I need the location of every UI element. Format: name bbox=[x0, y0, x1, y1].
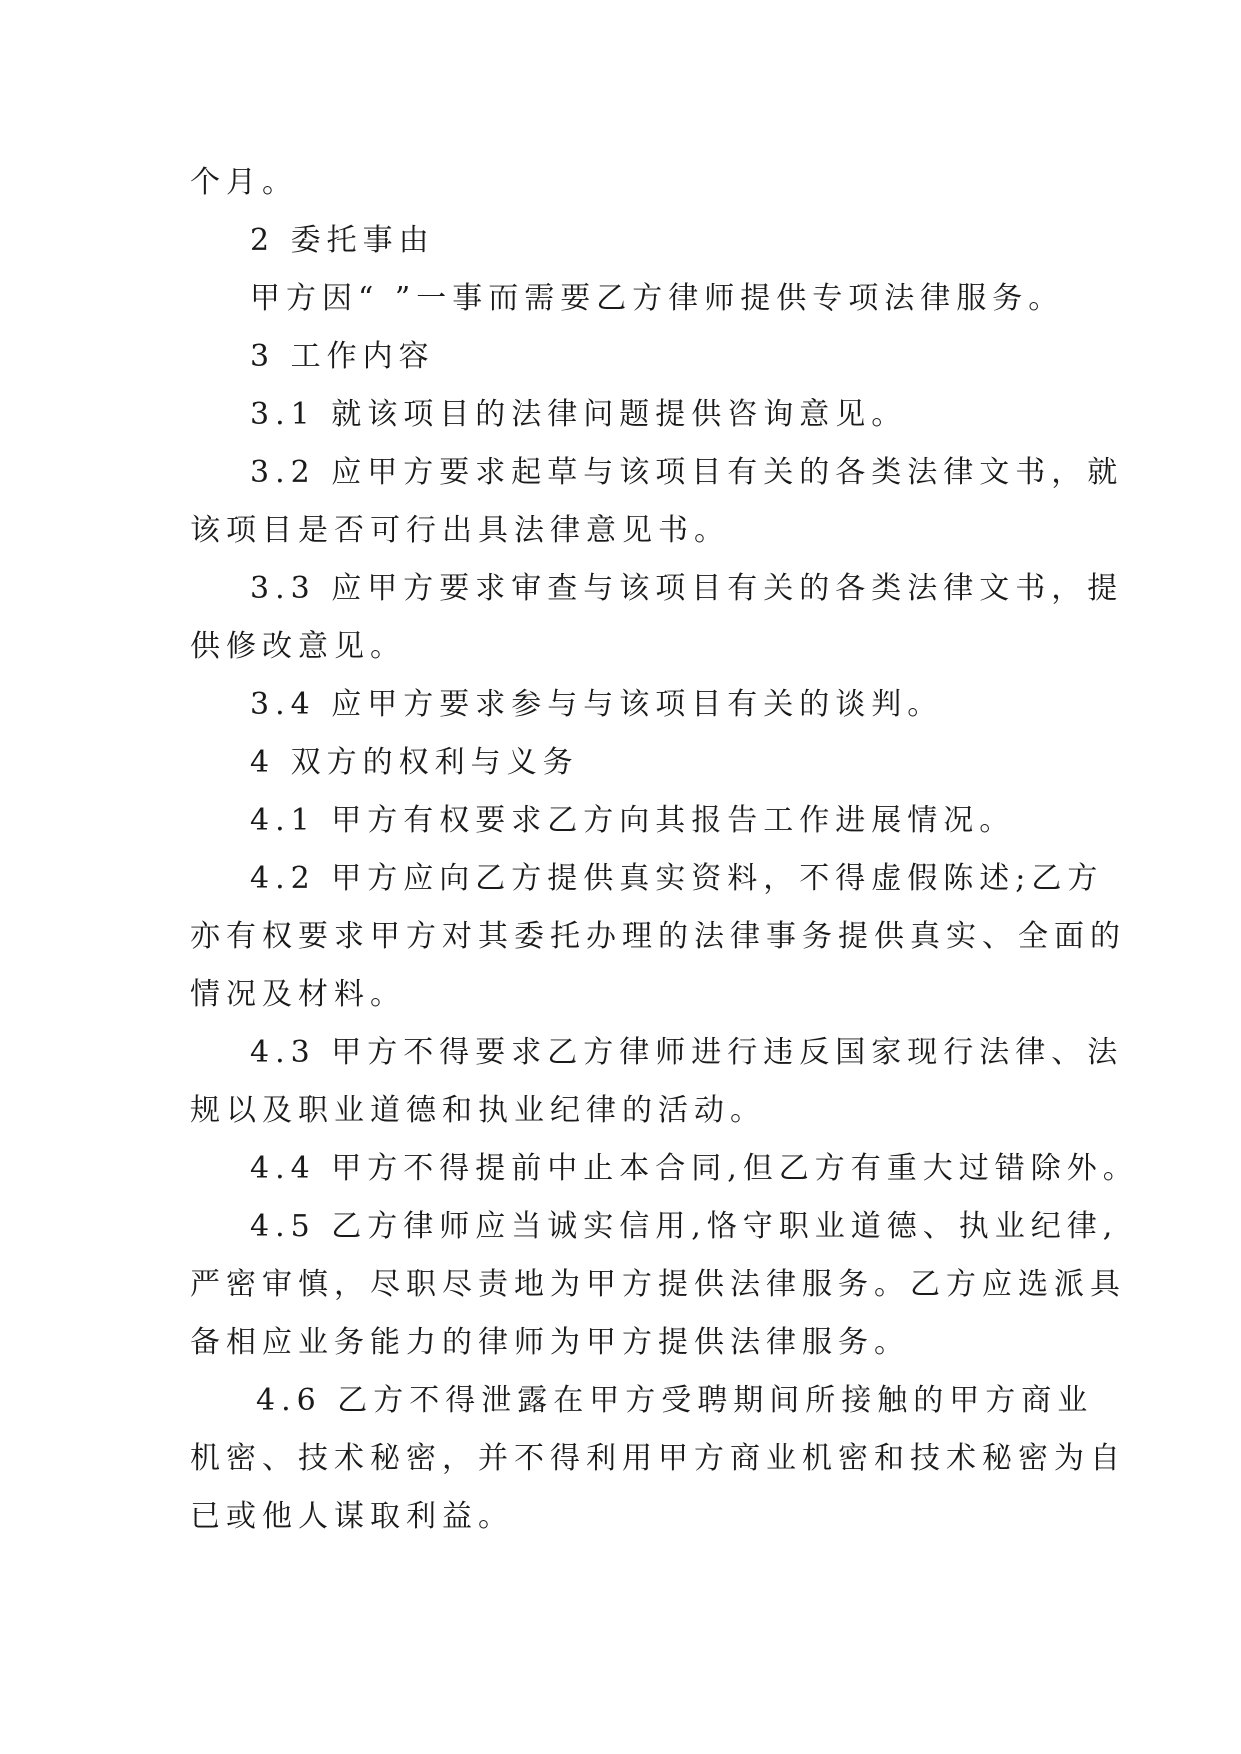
document-body bbox=[190, 154, 1139, 1546]
clause-4-6: 4.6 乙方不得泄露在甲方受聘期间所接触的甲方商业 bbox=[256, 1383, 1094, 1418]
section-heading-4: 4 双方的权利与义务 bbox=[250, 745, 579, 780]
text-line-1: 个月。 bbox=[190, 165, 298, 200]
clause-3-2-cont: 该项目是否可行出具法律意见书。 bbox=[190, 513, 730, 548]
clause-4-5: 4.5 乙方律师应当诚实信用,恪守职业道德、执业纪律, bbox=[250, 1209, 1119, 1244]
clause-4-6-cont-2: 已或他人谋取利益。 bbox=[190, 1499, 514, 1534]
clause-4-2-cont-1: 亦有权要求甲方对其委托办理的法律事务提供真实、全面的 bbox=[190, 919, 1126, 954]
clause-4-2: 4.2 甲方应向乙方提供真实资料，不得虚假陈述;乙方 bbox=[250, 861, 1104, 896]
clause-3-4: 3.4 应甲方要求参与与该项目有关的谈判。 bbox=[250, 687, 944, 722]
clause-4-1: 4.1 甲方有权要求乙方向其报告工作进展情况。 bbox=[250, 803, 1016, 838]
clause-4-4: 4.4 甲方不得提前中止本合同,但乙方有重大过错除外。 bbox=[250, 1151, 1139, 1186]
text-line-3: 甲方因“ ”一事而需要乙方律师提供专项法律服务。 bbox=[250, 281, 1065, 316]
clause-4-2-cont-2: 情况及材料。 bbox=[190, 977, 406, 1012]
clause-4-3-cont: 规以及职业道德和执业纪律的活动。 bbox=[190, 1093, 766, 1128]
clause-4-5-cont-2: 备相应业务能力的律师为甲方提供法律服务。 bbox=[190, 1325, 910, 1360]
clause-4-6-cont-1: 机密、技术秘密，并不得利用甲方商业机密和技术秘密为自 bbox=[190, 1441, 1126, 1476]
clause-3-2: 3.2 应甲方要求起草与该项目有关的各类法律文书，就 bbox=[250, 455, 1124, 490]
clause-3-3-cont: 供修改意见。 bbox=[190, 629, 406, 664]
section-heading-2: 2 委托事由 bbox=[250, 223, 435, 258]
clause-4-3: 4.3 甲方不得要求乙方律师进行违反国家现行法律、法 bbox=[250, 1035, 1124, 1070]
section-heading-3: 3 工作内容 bbox=[250, 339, 435, 374]
clause-3-3: 3.3 应甲方要求审查与该项目有关的各类法律文书，提 bbox=[250, 571, 1124, 606]
clause-3-1: 3.1 就该项目的法律问题提供咨询意见。 bbox=[250, 397, 908, 432]
clause-4-5-cont-1: 严密审慎，尽职尽责地为甲方提供法律服务。乙方应选派具 bbox=[190, 1267, 1126, 1302]
